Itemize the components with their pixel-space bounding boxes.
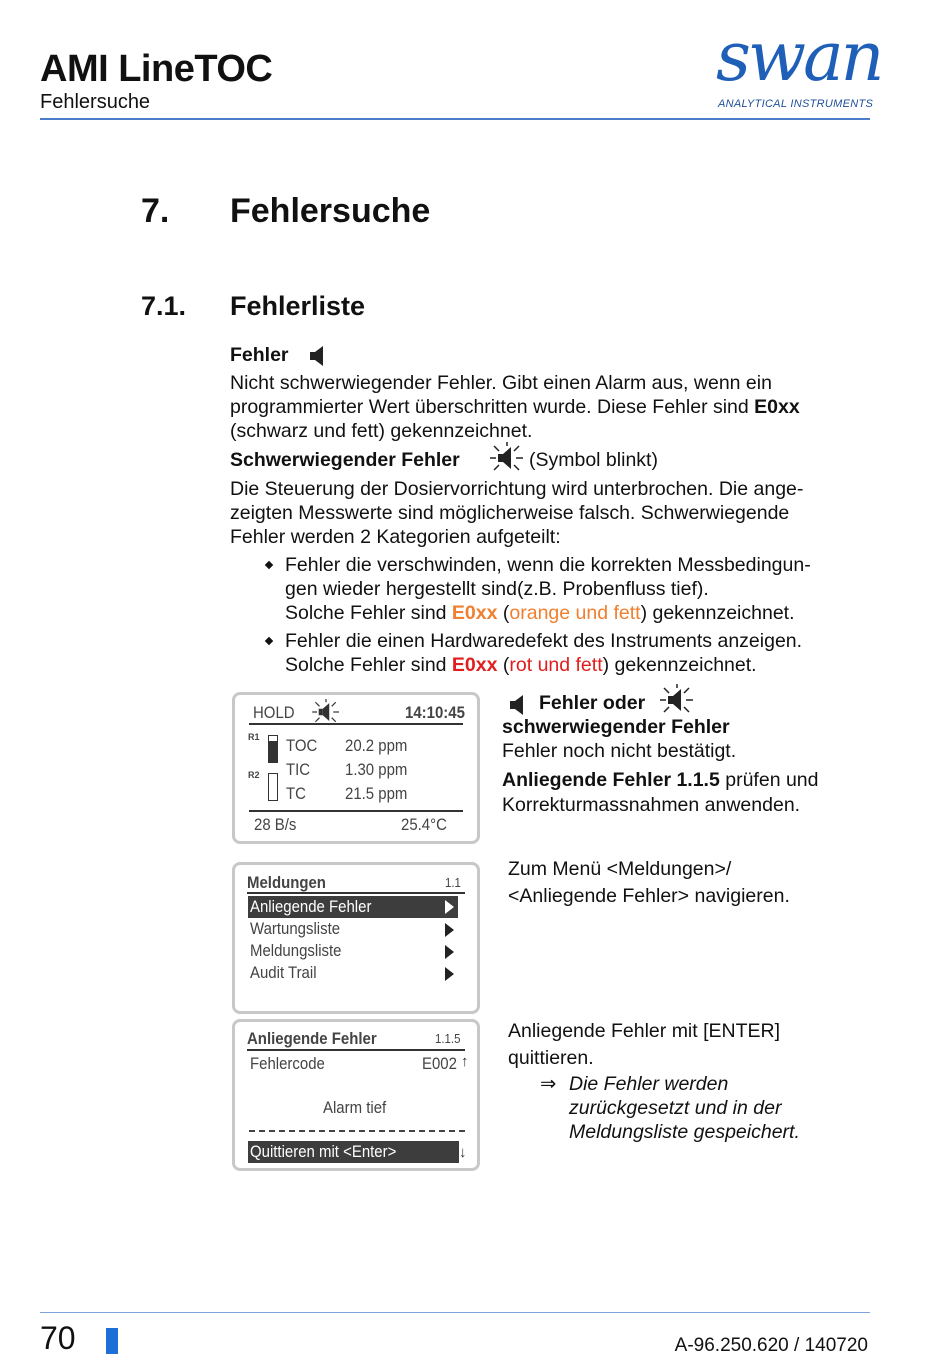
tc-value: 21.5 ppm: [345, 784, 408, 803]
result-arrow-icon: ⇒: [540, 1073, 557, 1095]
bullet1-code: E0xx: [451, 602, 498, 624]
page-number: 70: [40, 1320, 76, 1356]
chevron-right-icon: [445, 900, 454, 914]
fehler-text-2a: programmierter Wert überschritten wurde. Diese Fehler sind: [230, 396, 755, 418]
lcd-screen-menu: [232, 862, 480, 1014]
clock-time: 14:10:45: [405, 703, 465, 722]
bullet2-line2: [285, 653, 757, 677]
arrow-down-icon: ↓: [459, 1144, 467, 1161]
menu-number: 1.1: [445, 875, 461, 890]
hold-label: HOLD: [253, 703, 295, 722]
bullet1-line1: Fehler die verschwinden, wenn die korrekten Messbedingun-: [285, 554, 811, 576]
speaker-icon: [308, 344, 328, 368]
schwer-text-2: zeigten Messwerte sind möglicherweise falsch. Schwerwiegende: [230, 502, 790, 524]
bullet2-line2c: ) gekennzeichnet.: [602, 654, 757, 676]
relay-bar-r2: [268, 773, 278, 801]
lcd-divider: [247, 1049, 465, 1051]
bullet1-line3b: (: [497, 602, 510, 624]
menu-item-meldungsliste[interactable]: [248, 941, 458, 963]
lcd-screen-error: [232, 1019, 480, 1171]
desc3-line2: quittieren.: [508, 1047, 594, 1069]
menu-title: Meldungen: [247, 873, 326, 892]
menu-item-label: Meldungsliste: [250, 941, 342, 960]
toc-label: TOC: [286, 736, 318, 755]
desc3-result-3: Meldungsliste gespeichert.: [569, 1121, 800, 1143]
tic-value: 1.30 ppm: [345, 760, 408, 779]
schwer-heading: Schwerwiegender Fehler: [230, 449, 460, 471]
chevron-right-icon: [445, 967, 454, 981]
bullet2-line2b: (: [497, 654, 510, 676]
desc1-heading-1: Fehler oder: [539, 692, 646, 714]
footer-accent-bar: [106, 1328, 118, 1354]
arrow-up-icon: ↑: [461, 1053, 469, 1070]
chevron-right-icon: [445, 923, 454, 937]
bullet2-line1: Fehler die einen Hardwaredefekt des Instruments anzeigen.: [285, 630, 803, 652]
error-screen-number: 1.1.5: [435, 1031, 461, 1046]
relay-r2: R2: [248, 770, 260, 780]
speaker-blink-icon: [490, 442, 524, 474]
error-code-value: E002: [422, 1054, 457, 1073]
fehler-text-2: [230, 395, 800, 419]
bullet1-line2: gen wieder hergestellt sind(z.B. Probenfluss tief).: [285, 578, 709, 600]
desc1-line1: Fehler noch nicht bestätigt.: [502, 740, 737, 762]
lcd-screen-main: [232, 692, 480, 844]
document-subtitle: Fehlersuche: [40, 91, 151, 113]
menu-item-anliegende-fehler[interactable]: [248, 896, 458, 918]
bullet1-line3a: Solche Fehler sind: [285, 602, 452, 624]
dashed-divider: [249, 1130, 465, 1132]
schwer-note: (Symbol blinkt): [529, 449, 658, 471]
lcd-divider: [249, 723, 463, 725]
sample-flow: 28 B/s: [254, 815, 297, 834]
desc2-line2: <Anliegende Fehler> navigieren.: [508, 885, 790, 907]
speaker-blink-icon: [660, 684, 694, 716]
schwer-text-3: Fehler werden 2 Kategorien aufgeteilt:: [230, 526, 561, 548]
lcd-divider: [249, 810, 463, 812]
chapter-number: 7.: [141, 192, 170, 230]
document-number: A-96.250.620 / 140720: [674, 1335, 868, 1356]
chevron-right-icon: [445, 945, 454, 959]
fehler-text-3: (schwarz und fett) gekennzeichnet.: [230, 420, 533, 442]
bullet1-color: orange und fett: [509, 602, 641, 624]
desc1-line2-rest: prüfen und: [719, 769, 819, 791]
toc-value: 20.2 ppm: [345, 736, 408, 755]
tc-label: TC: [286, 784, 306, 803]
desc1-heading-2: schwerwiegender Fehler: [502, 716, 730, 738]
fehler-text-1: Nicht schwerwiegender Fehler. Gibt einen Alarm aus, wenn ein: [230, 372, 772, 394]
bullet1-line3c: ) gekennzeichnet.: [640, 602, 795, 624]
menu-item-label: Wartungsliste: [250, 919, 341, 938]
desc3-line1: Anliegende Fehler mit [ENTER]: [508, 1020, 781, 1042]
document-title: AMI LineTOC: [40, 48, 273, 90]
acknowledge-button[interactable]: [248, 1141, 459, 1163]
bullet-marker: [265, 561, 273, 569]
acknowledge-label: Quittieren mit <Enter>: [250, 1142, 397, 1161]
section-title: Fehlerliste: [230, 291, 366, 321]
error-code-label: Fehlercode: [250, 1054, 325, 1073]
header-rule: [40, 118, 870, 120]
error-message: Alarm tief: [323, 1098, 387, 1117]
relay-r1: R1: [248, 732, 260, 742]
swan-logo: [716, 18, 882, 116]
fehler-code-black: E0xx: [754, 396, 800, 418]
desc3-result-1: Die Fehler werden: [569, 1073, 729, 1095]
logo-subtitle: ANALYTICAL INSTRUMENTS: [718, 98, 874, 110]
menu-item-audit-trail[interactable]: [248, 963, 458, 985]
tic-label: TIC: [286, 760, 311, 779]
bullet2-code: E0xx: [451, 654, 498, 676]
chapter-title: Fehlersuche: [230, 192, 431, 230]
desc1-line2: [502, 768, 819, 792]
logo-word: swan: [716, 18, 882, 97]
bullet1-line3: [285, 601, 795, 625]
desc1-line3: Korrekturmassnahmen anwenden.: [502, 794, 801, 816]
footer-rule: [40, 1312, 870, 1313]
error-screen-title: Anliegende Fehler: [247, 1029, 377, 1048]
bullet2-line2a: Solche Fehler sind: [285, 654, 452, 676]
section-number: 7.1.: [141, 291, 187, 321]
fehler-heading: Fehler: [230, 344, 289, 366]
bullet2-color: rot und fett: [509, 654, 603, 676]
menu-item-label: Audit Trail: [250, 963, 317, 982]
menu-item-wartungsliste[interactable]: [248, 919, 458, 941]
lcd-divider: [247, 892, 465, 894]
sample-temperature: 25.4°C: [401, 815, 447, 834]
relay-bar-r1: [268, 735, 278, 763]
bullet-marker: [265, 637, 273, 645]
menu-item-label: Anliegende Fehler: [250, 897, 372, 916]
schwer-text-1: Die Steuerung der Dosiervorrichtung wird unterbrochen. Die ange-: [230, 478, 804, 500]
desc1-line2-bold: Anliegende Fehler 1.1.5: [502, 769, 720, 791]
desc3-result-2: zurückgesetzt und in der: [569, 1097, 782, 1119]
speaker-icon: [508, 693, 528, 717]
speaker-blink-icon: [311, 699, 341, 725]
desc2-line1: Zum Menü <Meldungen>/: [508, 858, 732, 880]
